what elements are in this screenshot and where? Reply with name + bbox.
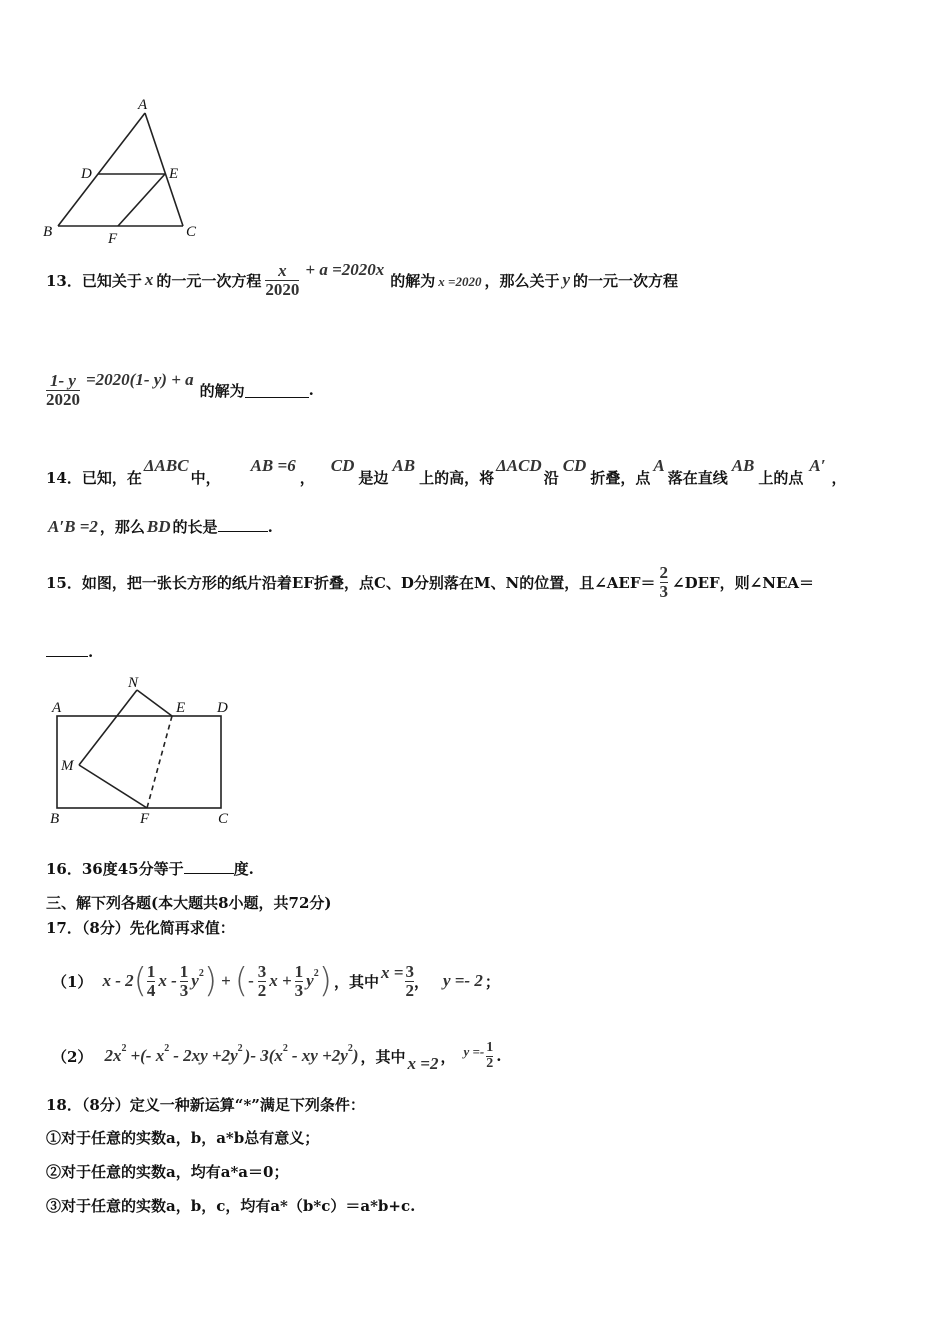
question-15-line1: 15． 如图，把一张长方形的纸片沿着EF折叠，点C、D分别落在M、N的位置，且∠AEF＝ $\frac{2}{3}$ ∠DEF，则∠NEA＝ [46, 562, 815, 601]
label-b: B [50, 811, 60, 827]
answer-blank-13[interactable] [245, 383, 309, 398]
answer-blank-15[interactable] [46, 642, 88, 657]
question-17-heading: 17．（8分）先化简再求值： [46, 919, 235, 937]
label-d: D [81, 166, 92, 182]
label-d: D [217, 700, 228, 716]
question-14-line1: 14． 已知，在 ΔABC 中， AB =6 ， CD 是边 AB 上的高，将 ΔACD 沿 CD 折叠，点 A 落在直线 AB 上的点 A′ ， [46, 456, 847, 487]
triangle-figure [38, 92, 208, 247]
q15-fraction: $\frac{2}{3}$ [659, 562, 669, 601]
question-16: 16． 36度45分等于 度. [46, 860, 254, 878]
segment-ab [58, 113, 145, 226]
question-13-line2: $\frac{1- y}{2020}$ =2020(1- y) + a 的解为 . [46, 370, 314, 409]
label-m: M [61, 758, 74, 774]
label-f: F [108, 231, 118, 247]
label-c: C [186, 224, 197, 240]
label-c: C [218, 811, 229, 827]
q13-fraction: $\frac{x}{2020}$ [265, 261, 300, 299]
segment-ef [118, 174, 165, 226]
question-17-part1: （1） x - 2 ( $\frac{1}{4}$ x - $\frac{1}{3}$ y $^2$ ) + ( - $\frac{3}{2}$ x + $\frac{1}{3}$ y $^2$ ) ，其中 x = $\frac{3}{2}$ ， y =- 2 ； [52, 961, 500, 1001]
segment-ne [137, 690, 172, 716]
q13-fraction-2: $\frac{1- y}{2020}$ [46, 371, 80, 409]
question-18-heading: 18．（8分）定义一种新运算“*”满足下列条件： [46, 1096, 365, 1114]
answer-blank-14[interactable] [218, 517, 268, 532]
label-e: E [176, 700, 186, 716]
label-e: E [169, 166, 179, 182]
question-15-line2: . [46, 642, 93, 661]
label-n: N [128, 675, 139, 691]
label-a: A [52, 700, 62, 716]
label-b: B [43, 224, 53, 240]
answer-blank-16[interactable] [184, 859, 234, 874]
question-13-line1: 13． 已知关于 x 的一元一次方程 $\frac{x}{2020}$ + a =2020x 的解为 x =2020 ，那么关于 y 的一元一次方程 [46, 260, 679, 299]
question-14-line2: A′B =2 ，那么 BD 的长是 . [48, 517, 273, 536]
question-18-condition-1: ①对于任意的实数a，b，a*b总有意义； [46, 1129, 320, 1147]
question-17-part2: （2） 2x $^2$ +(- x $^2$ - 2xy +2y $^2$ )- 3(x $^2$ - xy +2y $^2$ ) ，其中 x =2 ， y =- $\frac{1}{2}$ . [52, 1039, 502, 1073]
segment-ef-dashed [147, 716, 172, 808]
section-3-heading: 三、解下列各题(本大题共8小题，共72分) [46, 894, 332, 912]
label-a: A [138, 97, 148, 113]
rectangle-fold-figure [44, 670, 244, 830]
question-18-condition-3: ③对于任意的实数a，b，c，均有a*（b*c）＝a*b+c. [46, 1197, 416, 1215]
question-18-condition-2: ②对于任意的实数a，均有a*a＝0； [46, 1163, 289, 1181]
segment-mf [79, 765, 147, 808]
label-f: F [140, 811, 150, 827]
segment-nm [79, 690, 137, 765]
